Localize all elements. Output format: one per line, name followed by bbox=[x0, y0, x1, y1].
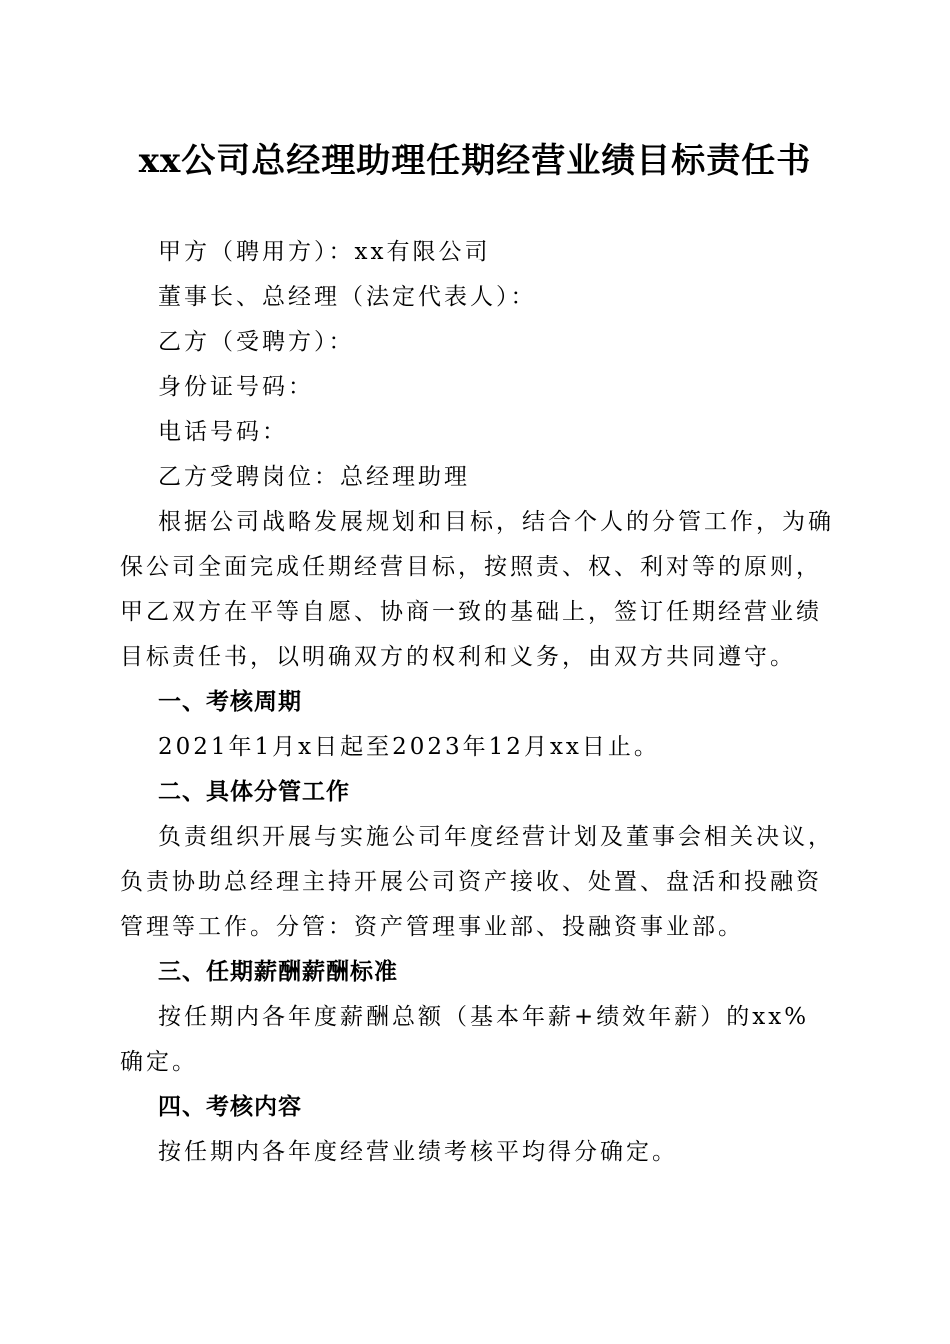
section-duties-text: 负责协助总经理主持开展公司资产接收、处置、盘活和投融资 bbox=[120, 869, 822, 895]
intro-line: 保公司全面完成任期经营目标，按照责、权、利对等的原则， bbox=[120, 554, 822, 580]
section-duties-text: 管理等工作。分管：资产管理事业部、投融资事业部。 bbox=[120, 914, 744, 940]
chairman-line: 董事长、总经理（法定代表人）： bbox=[158, 284, 537, 310]
section-heading-content: 四、考核内容 bbox=[158, 1094, 302, 1120]
document-title: xx公司总经理助理任期经营业绩目标责任书 bbox=[138, 141, 812, 181]
section-heading-compensation: 三、任期薪酬薪酬标准 bbox=[158, 959, 398, 985]
intro-line: 根据公司战略发展规划和目标，结合个人的分管工作，为确 bbox=[158, 509, 834, 535]
party-a-line: 甲方（聘用方）：xx有限公司 bbox=[158, 239, 491, 265]
section-heading-duties: 二、具体分管工作 bbox=[158, 779, 350, 805]
party-b-line: 乙方（受聘方）： bbox=[158, 329, 355, 355]
id-number-line: 身份证号码： bbox=[158, 374, 314, 400]
phone-line: 电话号码： bbox=[158, 419, 288, 445]
section-compensation-text: 确定。 bbox=[120, 1049, 198, 1075]
section-heading-period: 一、考核周期 bbox=[158, 689, 302, 715]
position-line: 乙方受聘岗位：总经理助理 bbox=[158, 464, 470, 490]
intro-line: 目标责任书，以明确双方的权利和义务，由双方共同遵守。 bbox=[120, 644, 796, 670]
section-period-text: 2021年1月x日起至2023年12月xx日止。 bbox=[158, 734, 660, 760]
section-compensation-text: 按任期内各年度薪酬总额（基本年薪+绩效年薪）的xx% bbox=[158, 1004, 810, 1030]
section-duties-text: 负责组织开展与实施公司年度经营计划及董事会相关决议， bbox=[158, 824, 834, 850]
intro-line: 甲乙双方在平等自愿、协商一致的基础上，签订任期经营业绩 bbox=[120, 599, 822, 625]
document-body bbox=[120, 230, 832, 1175]
section-content-text: 按任期内各年度经营业绩考核平均得分确定。 bbox=[158, 1139, 678, 1165]
